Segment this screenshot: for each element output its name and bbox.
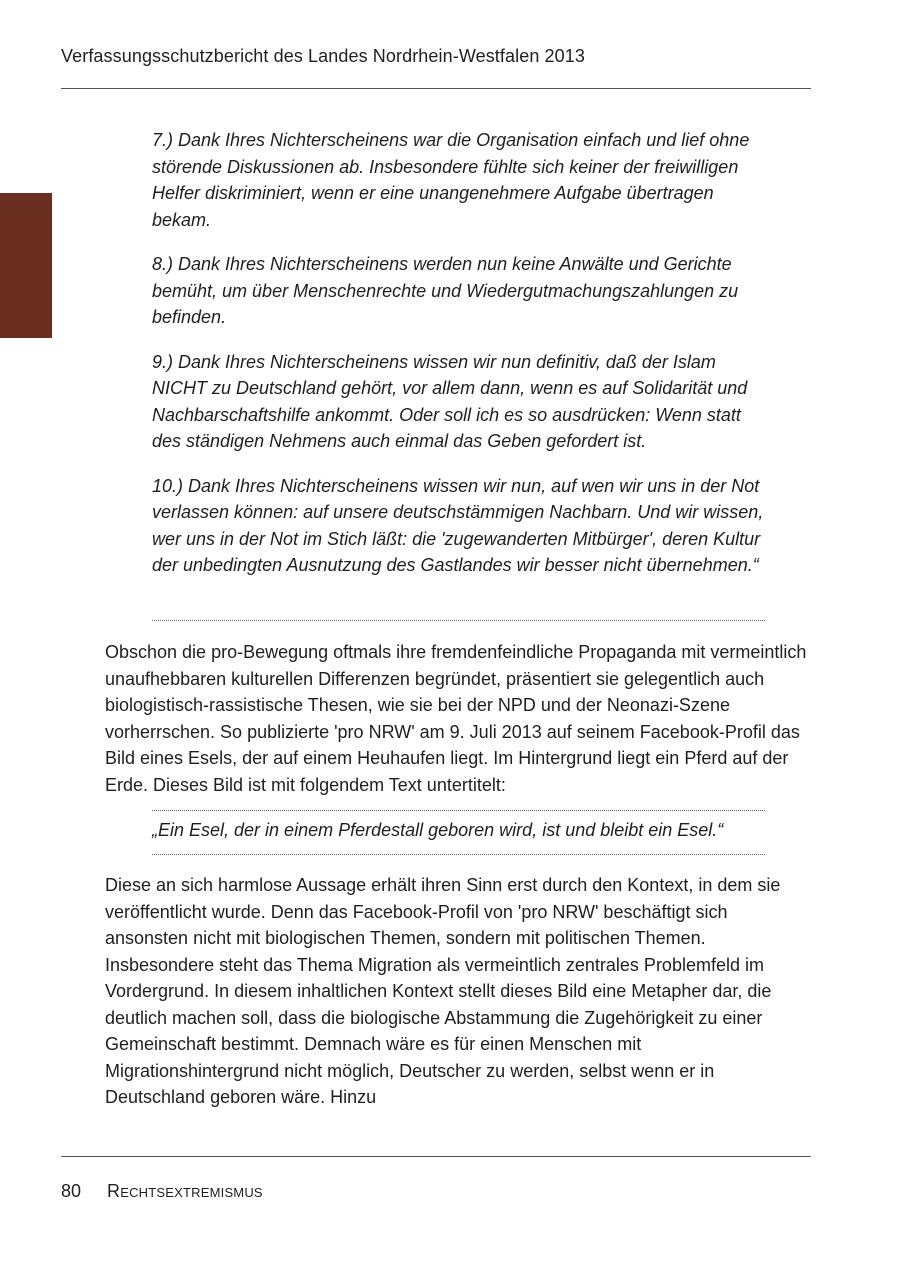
quote-item-9: 9.) Dank Ihres Nichterscheinens wissen wir nun definitiv, daß der Islam NICHT zu Deutschland gehört, vor allem dann, wenn es auf Solidarität und Nachbarschaftshilfe ankommt. Oder soll ich es so ausdrücken: Wenn statt des ständigen Nehmens auch einmal das Geben gefordert ist.: [152, 351, 748, 451]
quoted-list: [152, 127, 772, 579]
body-paragraph-2: Diese an sich harmlose Aussage erhält ihren Sinn erst durch den Kontext, in dem sie veröffentlicht wurde. Denn das Facebook-Profil von 'pro NRW' beschäftigt sich ansonsten nicht mit biologischen Themen, sondern mit politischen Themen. Insbesondere steht das Thema Migration als vermeintlich zentrales Problemfeld im Vordergrund. In diesem inhaltlichen Kontext stellt dieses Bild eine Metapher dar, die deutlich machen soll, dass die biologische Abstammung die Zugehörigkeit zu einer Gemeinschaft bestimmt. Demnach wäre es für einen Menschen mit Migrationshintergrund nicht möglich, Deutscher zu werden, selbst wenn er in Deutschland geboren wäre. Hinzu: [105, 875, 781, 1107]
chapter-side-tab: [0, 193, 52, 338]
page-number: 80: [61, 1181, 82, 1201]
footer-section-name: Rechtsextremismus: [107, 1181, 263, 1201]
running-header: Verfassungsschutzbericht des Landes Nordrhein-Westfalen 2013: [61, 46, 585, 66]
header-divider: [61, 88, 811, 89]
short-quote: „Ein Esel, der in einem Pferdestall geboren wird, ist und bleibt ein Esel.“: [152, 820, 724, 840]
short-quote-top-divider: [152, 810, 765, 811]
short-quote-bottom-divider: [152, 854, 765, 855]
quote-end-divider: [152, 620, 765, 621]
quote-item-7: 7.) Dank Ihres Nichterscheinens war die Organisation einfach und lief ohne störende Diskussionen ab. Insbesondere fühlte sich keiner der freiwilligen Helfer diskriminiert, wenn er eine unangenehmere Aufgabe übertragen bekam.: [152, 130, 750, 230]
footer-divider: [61, 1156, 811, 1157]
body-paragraph-1: Obschon die pro-Bewegung oftmals ihre fremdenfeindliche Propaganda mit vermeintlich unaufhebbaren kulturellen Differenzen begründet, präsentiert sie gelegentlich auch biologistisch-rassistische Thesen, wie sie bei der NPD und der Neonazi-Szene vorherrschen. So publizierte 'pro NRW' am 9. Juli 2013 auf seinem Facebook-Profil das Bild eines Esels, der auf einem Heuhaufen liegt. Im Hintergrund liegt ein Pferd auf der Erde. Dieses Bild ist mit folgendem Text untertitelt:: [105, 642, 807, 795]
quote-item-10: 10.) Dank Ihres Nichterscheinens wissen wir nun, auf wen wir uns in der Not verlassen können: auf unsere deutschstämmigen Nachbarn. Und wir wissen, wer uns in der Not im Stich läßt: die 'zugewanderten Mitbürger', deren Kultur der unbedingten Ausnutzung des Gastlandes wir besser nicht übernehmen.“: [152, 475, 764, 575]
quote-item-8: 8.) Dank Ihres Nichterscheinens werden nun keine Anwälte und Gerichte bemüht, um über Menschenrechte und Wiedergutmachungszahlungen zu befinden.: [152, 254, 739, 327]
